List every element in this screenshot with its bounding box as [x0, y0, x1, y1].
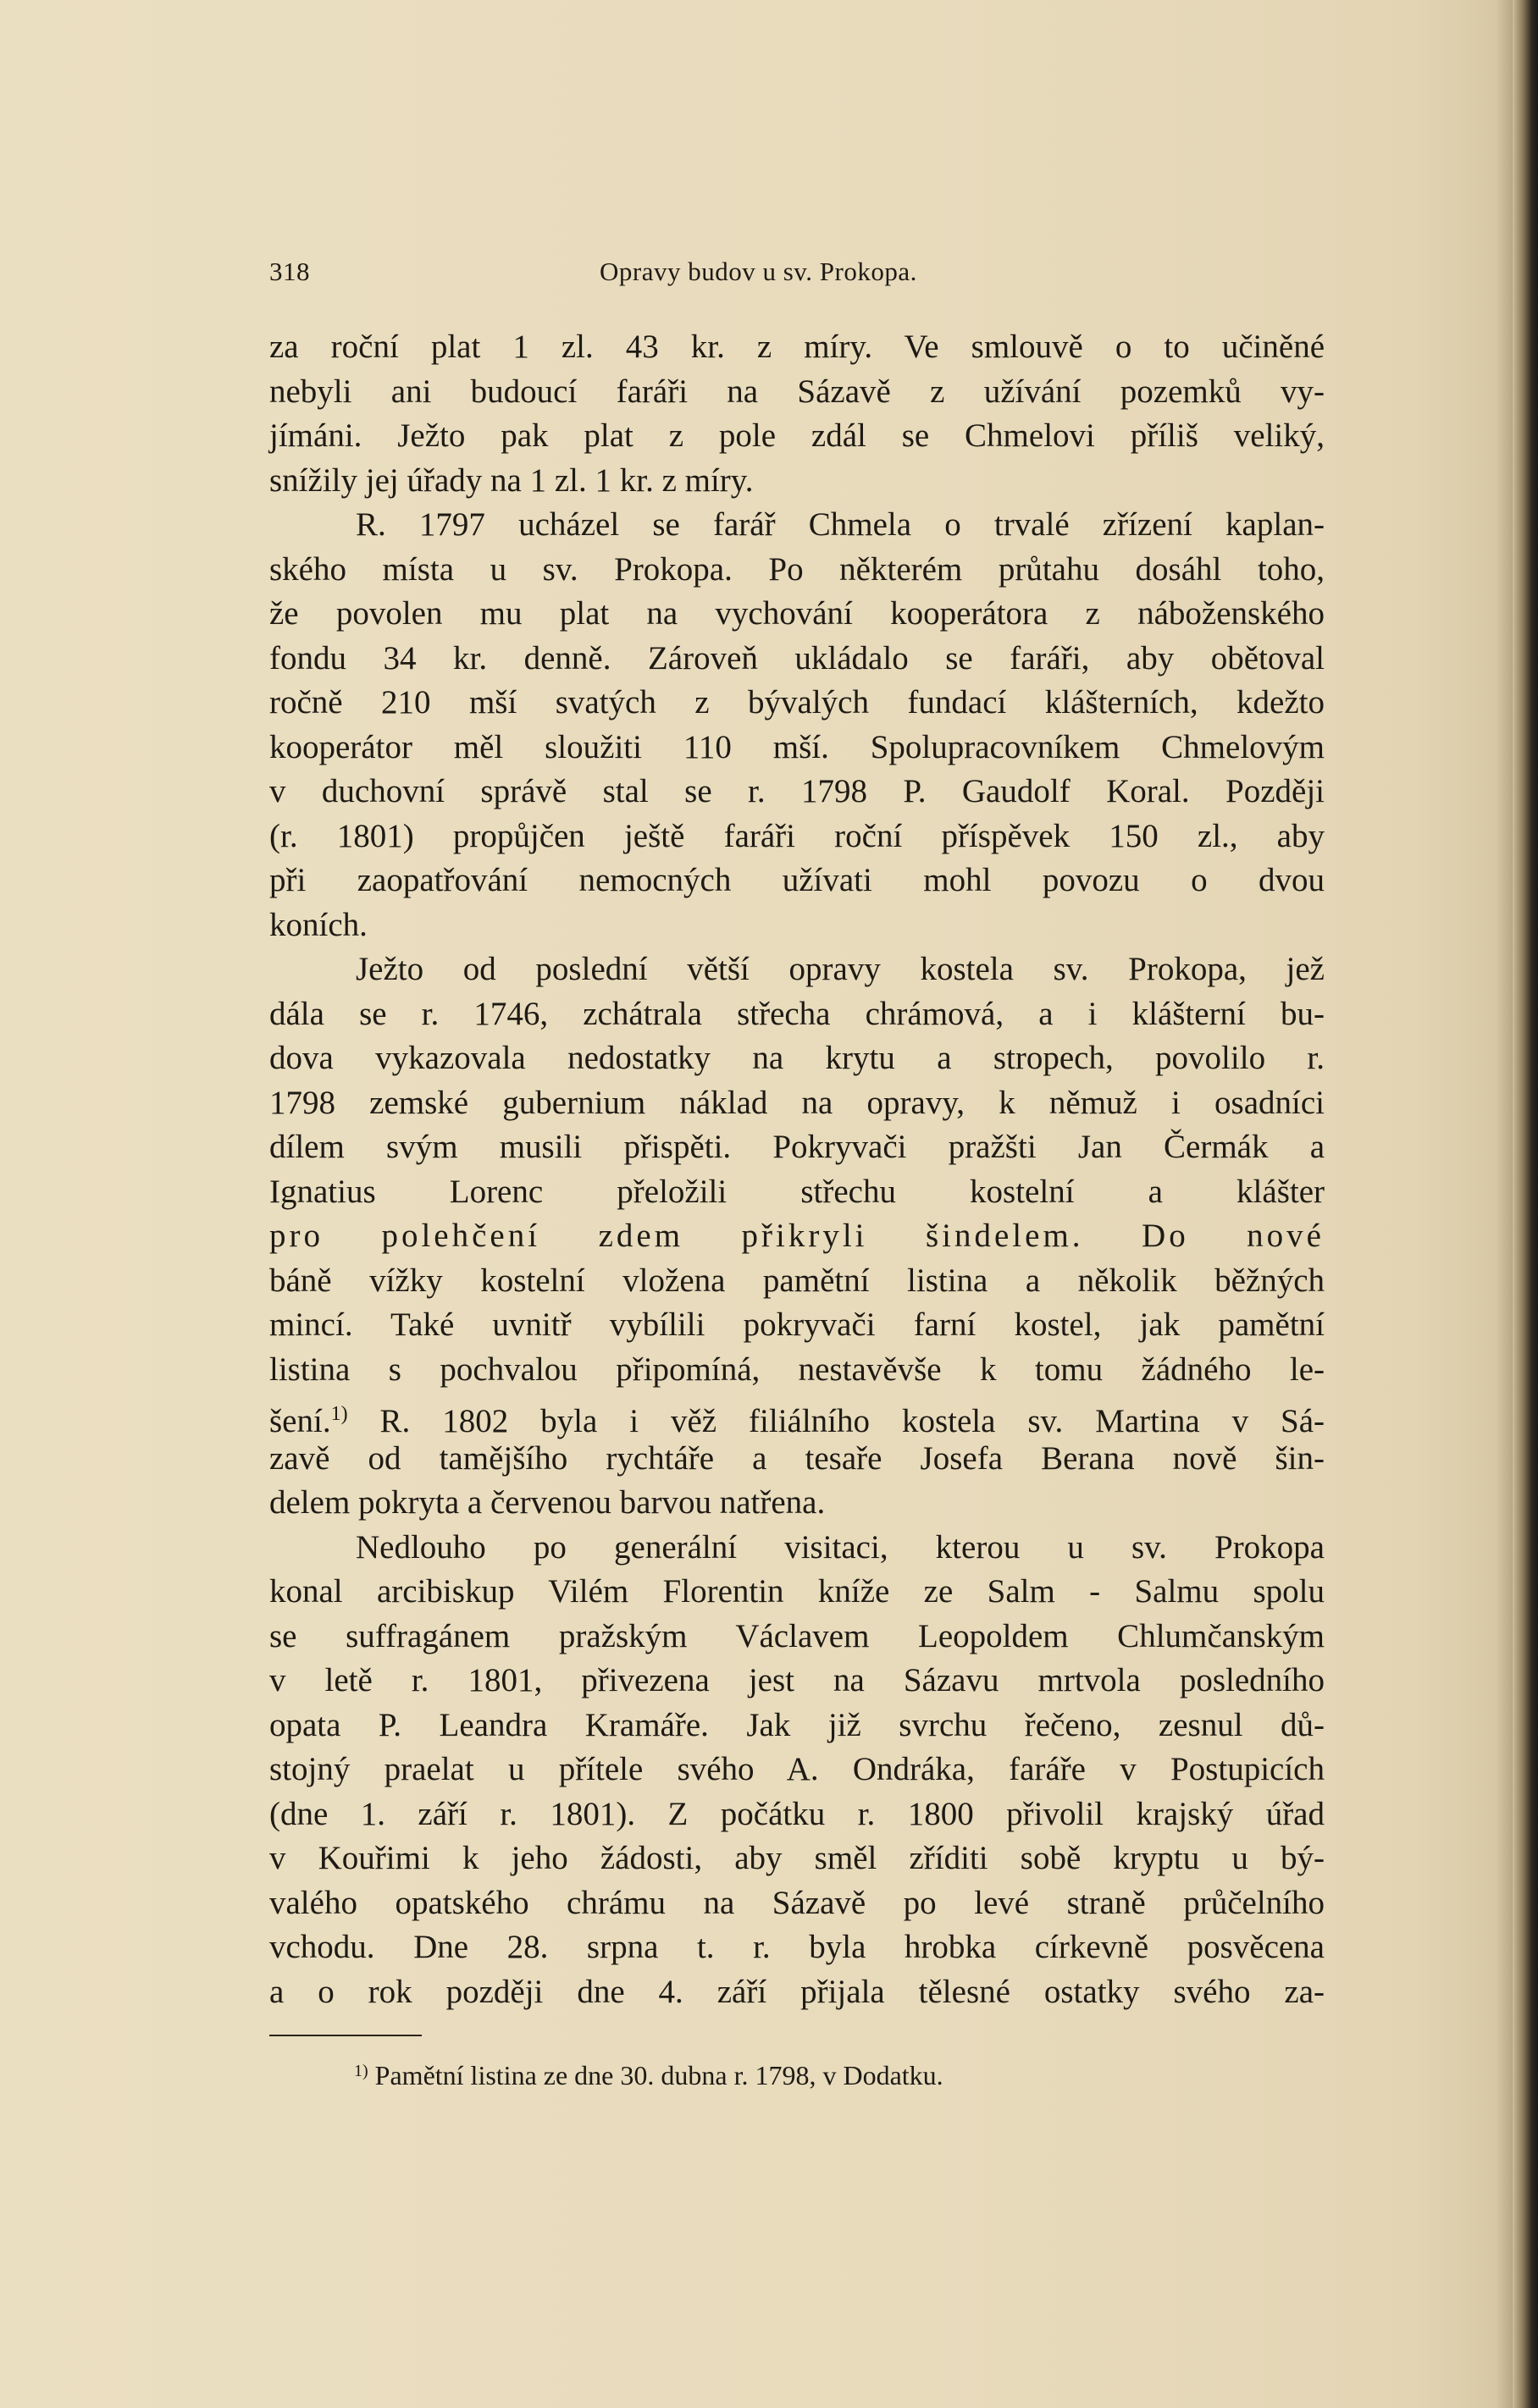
- footnote-mark: 1): [354, 2062, 368, 2080]
- text-line: [269, 1392, 1325, 1437]
- text-segment: šení.: [269, 1403, 331, 1439]
- footnote-reference[interactable]: 1): [330, 1403, 348, 1425]
- footnote-divider: [269, 2035, 422, 2036]
- text-line: konal arcibiskup Vilém Florentin kníže ze Salm - Salmu spolu: [269, 1573, 1325, 1610]
- page-number: 318: [269, 257, 310, 286]
- paragraph-start-line: R. 1797 ucházel se farář Chmela o trvalé zřízení kaplan-: [356, 506, 1325, 543]
- text-line: pro polehčení zdem přikryli šindelem. Do nové: [269, 1218, 1325, 1254]
- text-line: při zaopatřování nemocných užívati mohl povozu o dvou: [269, 862, 1325, 898]
- body-text: [269, 325, 1325, 2014]
- text-line: dílem svým musili přispěti. Pokryvači pražšti Jan Čermák a: [269, 1129, 1325, 1165]
- paragraph-start-line: Nedlouho po generální visitaci, kterou u sv. Prokopa: [356, 1528, 1325, 1566]
- text-line: delem pokryta a červenou barvou natřena.: [269, 1484, 826, 1521]
- text-line: v letě r. 1801, přivezena jest na Sázavu mrtvola posledního: [269, 1662, 1325, 1698]
- text-line: báně vížky kostelní vložena pamětní listina a několik běžných: [269, 1262, 1325, 1299]
- footnote: [354, 2054, 943, 2092]
- text-line: mincí. Také uvnitř vybílili pokryvači farní kostel, jak pamětní: [269, 1306, 1325, 1343]
- text-line: koních.: [269, 906, 368, 943]
- text-line: nebyli ani budoucí faráři na Sázavě z užívání pozemků vy-: [269, 373, 1325, 410]
- text-line: ského místa u sv. Prokopa. Po některém průtahu dosáhl toho,: [269, 550, 1325, 588]
- text-line: 1798 zemské gubernium náklad na opravy, k němuž i osadníci: [269, 1084, 1325, 1121]
- text-line: vchodu. Dne 28. srpna t. r. byla hrobka církevně posvěcena: [269, 1929, 1325, 1965]
- text-line: a o rok později dne 4. září přijala tělesné ostatky svého za-: [269, 1973, 1325, 2010]
- page-binding-edge: [1513, 0, 1538, 2408]
- text-line: (dne 1. září r. 1801). Z počátku r. 1800 přivolil krajský úřad: [269, 1795, 1325, 1832]
- text-line: snížily jej úřady na 1 zl. 1 kr. z míry.: [269, 461, 754, 499]
- text-line: Ignatius Lorenc přeložili střechu kostelní a klášter: [269, 1173, 1325, 1210]
- text-line: stojný praelat u přítele svého A. Ondráka, faráře v Postupicích: [269, 1751, 1325, 1787]
- page-gutter-shadow: [1496, 0, 1513, 2408]
- text-line: fondu 34 kr. denně. Zároveň ukládalo se faráři, aby obětoval: [269, 639, 1325, 677]
- text-line: zavě od tamějšího rychtáře a tesaře Josefa Berana nově šin-: [269, 1439, 1325, 1477]
- running-title: Opravy budov u sv. Prokopa.: [600, 257, 917, 286]
- running-head: [269, 257, 1336, 299]
- text-segment: R. 1802 byla i věž filiálního kostela sv. Martina v Sá-: [379, 1403, 1325, 1439]
- text-line: v duchovní správě stal se r. 1798 P. Gaudolf Koral. Později: [269, 773, 1325, 809]
- text-line: dála se r. 1746, zchátrala střecha chrámová, a i klášterní bu-: [269, 995, 1325, 1032]
- text-line: se suffragánem pražským Václavem Leopoldem Chlumčanským: [269, 1617, 1325, 1654]
- paragraph-start-line: Ježto od poslední větší opravy kostela sv. Prokopa, jež: [356, 951, 1325, 987]
- text-line: jímáni. Ježto pak plat z pole zdál se Chmelovi příliš veliký,: [269, 417, 1325, 454]
- text-line: opata P. Leandra Kramáře. Jak již svrchu řečeno, zesnul dů-: [269, 1706, 1325, 1743]
- text-line: (r. 1801) propůjčen ještě faráři roční příspěvek 150 zl., aby: [269, 817, 1325, 854]
- text-line: za roční plat 1 zl. 43 kr. z míry. Ve smlouvě o to učiněné: [269, 329, 1325, 365]
- text-line: v Kouřimi k jeho žádosti, aby směl zříditi sobě kryptu u bý-: [269, 1840, 1325, 1876]
- footnote-text: Pamětní listina ze dne 30. dubna r. 1798, v Dodatku.: [374, 2060, 943, 2090]
- text-line: listina s pochvalou připomíná, nestavěvše k tomu žádného le-: [269, 1350, 1325, 1388]
- text-line: valého opatského chrámu na Sázavě po levé straně průčelního: [269, 1884, 1325, 1921]
- text-line: ročně 210 mší svatých z bývalých fundací klášterních, kdežto: [269, 684, 1325, 721]
- text-line: kooperátor měl sloužiti 110 mší. Spolupracovníkem Chmelovým: [269, 728, 1325, 765]
- text-line: dova vykazovala nedostatky na krytu a stropech, povolilo r.: [269, 1040, 1325, 1076]
- text-line: že povolen mu plat na vychování kooperátora z náboženského: [269, 595, 1325, 632]
